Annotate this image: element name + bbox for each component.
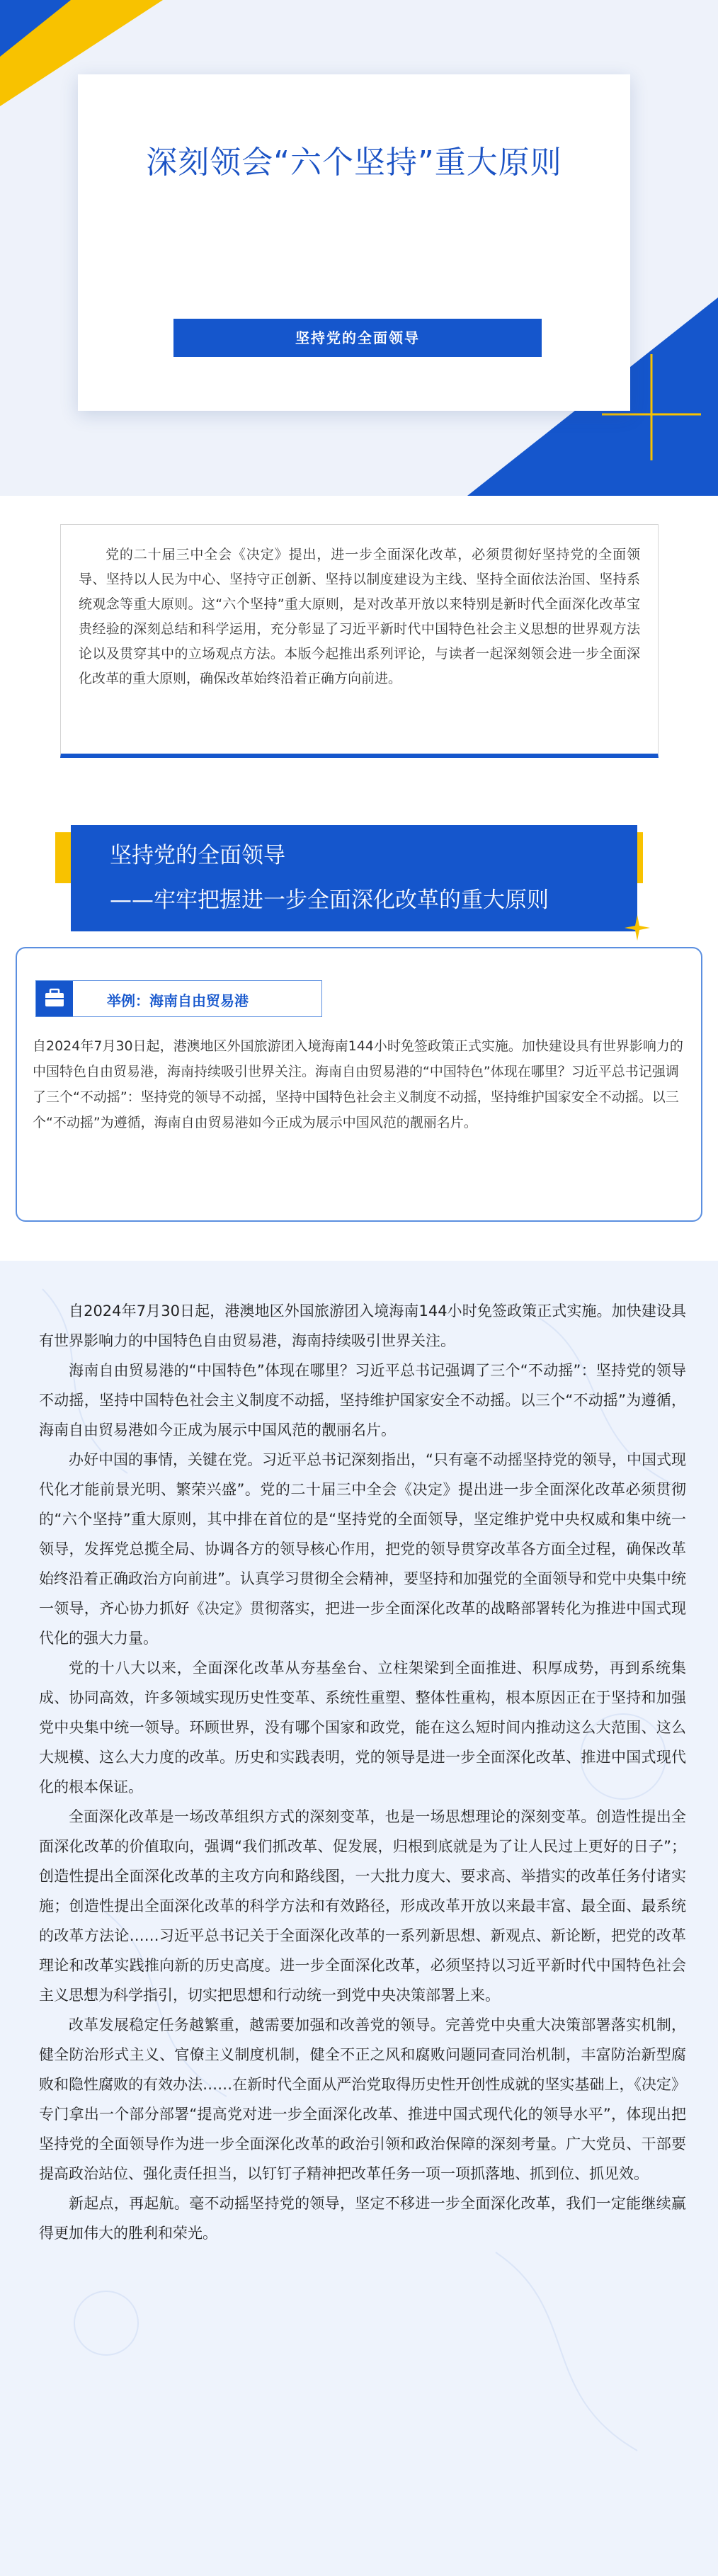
paragraph: 办好中国的事情，关键在党。习近平总书记深刻指出，“只有毫不动摇坚持党的领导，中国式现代化才能前景光明、繁荣兴盛”。党的二十届三中全会《决定》提出进一步全面深化改革必须贯彻的“六个坚持”重大原则，其中排在首位的是“坚持党的全面领导，坚定维护党中央权威和集中统一领导，发挥党总揽全局、协调各方的领导核心作用，把党的领导贯穿改革各方面全过程，确保改革始终沿着正确政治方向前进”。认真学习贯彻全会精神，要坚持和加强党的全面领导和党中央集中统一领导，齐心协力抓好《决定》贯彻落实，把进一步全面深化改革的战略部署转化为推进中国式现代化的强大力量。 — [39, 1451, 686, 1647]
paragraph: 新起点，再起航。毫不动摇坚持党的领导，坚定不移进一步全面深化改革，我们一定能继续赢得更加伟大的胜利和荣光。 — [39, 2195, 686, 2242]
paragraph: 自2024年7月30日起，港澳地区外国旅游团入境海南144小时免签政策正式实施。加快建设具有世界影响力的中国特色自由贸易港，海南持续吸引世界关注。 — [39, 1303, 686, 1349]
paragraph: 改革发展稳定任务越繁重，越需要加强和改善党的领导。完善党中央重大决策部署落实机制，健全防治形式主义、官僚主义制度机制，健全不正之风和腐败问题同查同治机制，丰富防治新型腐败和隐性腐败的有效办法……在新时代全面从严治党取得历史性开创性成就的坚实基础上，《决定》专门拿出一个部分部署“提高党对进一步全面深化改革、推进中国式现代化的领导水平”，体现出把坚持党的全面领导作为进一步全面深化改革的政治引领和政治保障的深刻考量。广大党员、干部要提高政治站位、强化责任担当，以钉钉子精神把改革任务一项一项抓落地、抓到位、抓见效。 — [39, 2016, 686, 2182]
intro-section — [0, 496, 718, 786]
hero-banner — [0, 0, 718, 496]
section-header — [0, 786, 718, 935]
paragraph: 党的十八大以来，全面深化改革从夯基垒台、立柱架梁到全面推进、积厚成势，再到系统集成、协同高效，许多领域实现历史性变革、系统性重塑、整体性重构，根本原因正在于坚持和加强党中央集中统一领导。环顾世界，没有哪个国家和政党，能在这么短时间内推动这么大范围、这么大规模、这么大力度的改革。历史和实践表明，党的领导是进一步全面深化改革、推进中国式现代化的根本保证。 — [39, 1659, 686, 1795]
example-card — [16, 947, 702, 1222]
intro-box — [60, 524, 659, 758]
paragraph: 全面深化改革是一场改革组织方式的深刻变革，也是一场思想理论的深刻变革。创造性提出全面深化改革的价值取向，强调“我们抓改革、促发展，归根到底就是为了让人民过上更好的日子”；创造性提出全面深化改革的主攻方向和路线图，一大批力度大、要求高、举措实的改革任务付诸实施；创造性提出全面深化改革的科学方法和有效路径，形成改革开放以来最丰富、最全面、最系统的改革方法论……习近平总书记关于全面深化改革的一系列新思想、新观点、新论断，把党的改革理论和改革实践推向新的历史高度。进一步全面深化改革，必须坚持以习近平新时代中国特色社会主义思想为科学指引，切实把思想和行动统一到党中央决策部署上来。 — [39, 1808, 686, 2004]
page-title: 深刻领会“六个坚持”重大原则 — [146, 144, 562, 181]
paragraph: 海南自由贸易港的“中国特色”体现在哪里？习近平总书记强调了三个“不动摇”：坚持党的领导不动摇，坚持中国特色社会主义制度不动摇，坚持维护国家安全不动摇。以三个“不动摇”为遵循，海南自由贸易港如今正成为展示中国风范的靓丽名片。 — [39, 1362, 686, 1439]
example-text: 自2024年7月30日起，港澳地区外国旅游团入境海南144小时免签政策正式实施。加快建设具有世界影响力的中国特色自由贸易港，海南持续吸引世界关注。海南自由贸易港的“中国特色”体现在哪里？习近平总书记强调了三个“不动摇”：坚持党的领导不动摇，坚持中国特色社会主义制度不动摇，坚持维护国家安全不动摇。以三个“不动摇”为遵循，海南自由贸易港如今正成为展示中国风范的靓丽名片。 — [33, 1038, 683, 1130]
briefcase-icon — [36, 981, 73, 1016]
sparkle-icon — [623, 914, 651, 942]
topic-tag: 坚持党的全面领导 — [173, 319, 542, 357]
article-text — [39, 1296, 686, 2248]
section-title: 坚持党的全面领导 — [110, 843, 285, 868]
section-subtitle: ——牢牢把握进一步全面深化改革的重大原则 — [110, 887, 549, 913]
article-body — [0, 1261, 718, 2576]
intro-text: 党的二十届三中全会《决定》提出，进一步全面深化改革，必须贯彻好坚持党的全面领导、坚持以人民为中心、坚持守正创新、坚持以制度建设为主线、坚持全面依法治国、坚持系统观念等重大原则。这“六个坚持”重大原则，是对改革开放以来特别是新时代全面深化改革宝贵经验的深刻总结和科学运用，充分彰显了习近平新时代中国特色社会主义思想的世界观方法论以及贯穿其中的立场观点方法。本版今起推出系列评论，与读者一起深刻领会进一步全面深化改革的重大原则，确保改革始终沿着正确方向前进。 — [79, 547, 640, 686]
example-badge — [35, 980, 322, 1017]
hero-card — [78, 74, 630, 411]
example-label: 举例：海南自由贸易港 — [107, 992, 249, 1009]
